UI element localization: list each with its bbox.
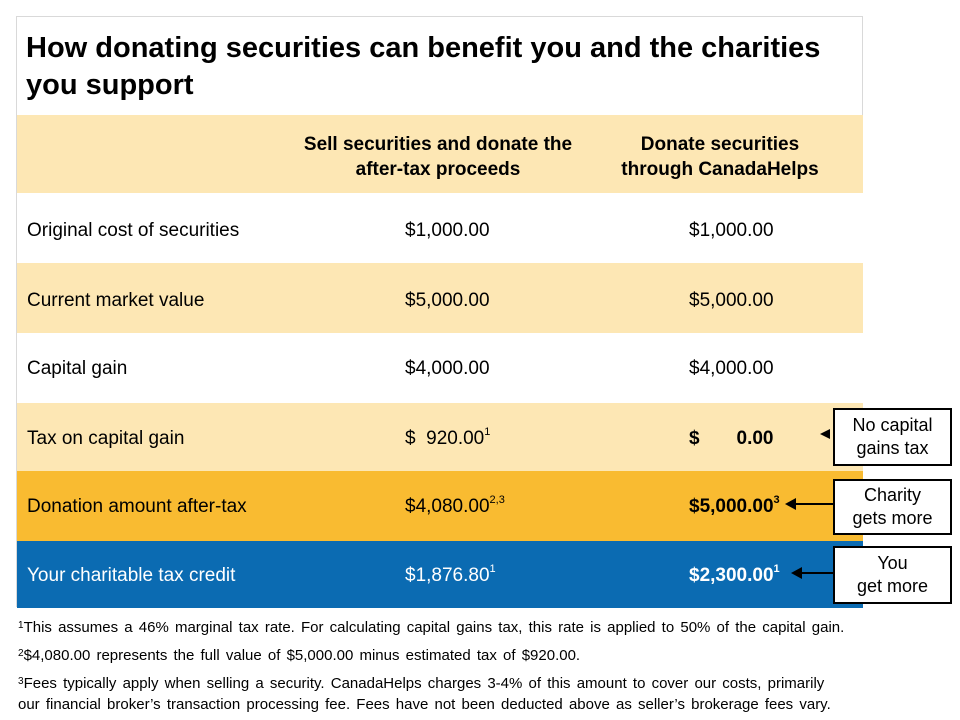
table-row	[17, 541, 863, 608]
table-header-row	[17, 115, 863, 193]
callout-charity-gets-more	[833, 479, 952, 535]
column-header-donate: Donate securities through CanadaHelps	[621, 134, 819, 180]
page-title: How donating securities can benefit you and the charities you support	[26, 32, 821, 101]
footnote: $^1$This assumes a 46% marginal tax rate. For calculating capital gains tax, this rate is applied to 50% of the capital gain.	[18, 619, 845, 636]
sell-value: $1,876.80$^1$	[405, 563, 496, 586]
table-row	[17, 193, 863, 263]
callout-line: gains tax	[856, 438, 929, 458]
sell-value: $ 920.00$^1$	[405, 426, 491, 449]
row-label: Your charitable tax credit	[27, 565, 236, 586]
row-label: Current market value	[27, 290, 205, 311]
callout-no-capital-gains-tax	[833, 408, 952, 466]
callout-line: No capital	[852, 415, 933, 435]
footnote-ref: 3	[773, 494, 780, 506]
table-row	[17, 403, 863, 471]
footnote: $^3$Fees typically apply when selling a security. CanadaHelps charges 3-4% of this amount to cover our costs, primarily our financial broker’s transaction processing fee. Fees have not been deducted above as seller’s brokerage fees vary.	[18, 673, 948, 715]
footnote-marker: 2	[18, 648, 24, 659]
footnote-ref: 1	[773, 563, 780, 575]
row-label: Capital gain	[27, 358, 128, 379]
donate-value: $4,000.00	[689, 358, 774, 379]
footnote-ref: 2,3	[489, 494, 505, 506]
donate-value: $ 0.00	[689, 428, 774, 449]
footnote: $^2$\$4,080.00 represents the full value of $5,000.00 minus estimated tax of $920.00.	[18, 647, 581, 664]
footnote-marker: 3	[18, 676, 24, 687]
table-row	[17, 471, 863, 541]
footnote-marker: 1	[18, 620, 24, 631]
callout-line: You	[877, 553, 908, 573]
callout-line: get more	[856, 576, 929, 596]
sell-value: $4,080.00$^{2,3}$	[405, 494, 505, 517]
row-label: Tax on capital gain	[27, 428, 185, 449]
sell-value: $4,000.00	[405, 358, 490, 379]
donate-value: $1,000.00	[689, 220, 774, 241]
row-label: Original cost of securities	[27, 220, 240, 241]
callout-arrow-icon	[784, 497, 836, 511]
footnote-ref: 1	[484, 426, 491, 438]
donate-value: $5,000.00	[689, 290, 774, 311]
callout-you-get-more	[833, 546, 952, 604]
donate-value: $2,300.00$^1$	[689, 563, 780, 586]
sell-value: $5,000.00	[405, 290, 490, 311]
row-label: Donation amount after-tax	[27, 496, 247, 517]
sell-value: $1,000.00	[405, 220, 490, 241]
donate-value: $5,000.00$^3$	[689, 494, 780, 517]
table-row	[17, 263, 863, 333]
footnote-line: our financial broker’s transaction processing fee. Fees have not been deducted above as seller’s brokerage fees vary.	[18, 696, 831, 713]
table-row	[17, 333, 863, 403]
callout-line: gets more	[852, 508, 933, 528]
column-header-sell: Sell securities and donate the after-tax proceeds	[303, 134, 573, 180]
callout-line: Charity	[863, 485, 921, 505]
callout-arrow-icon	[790, 566, 836, 580]
footnote-ref: 1	[489, 563, 496, 575]
